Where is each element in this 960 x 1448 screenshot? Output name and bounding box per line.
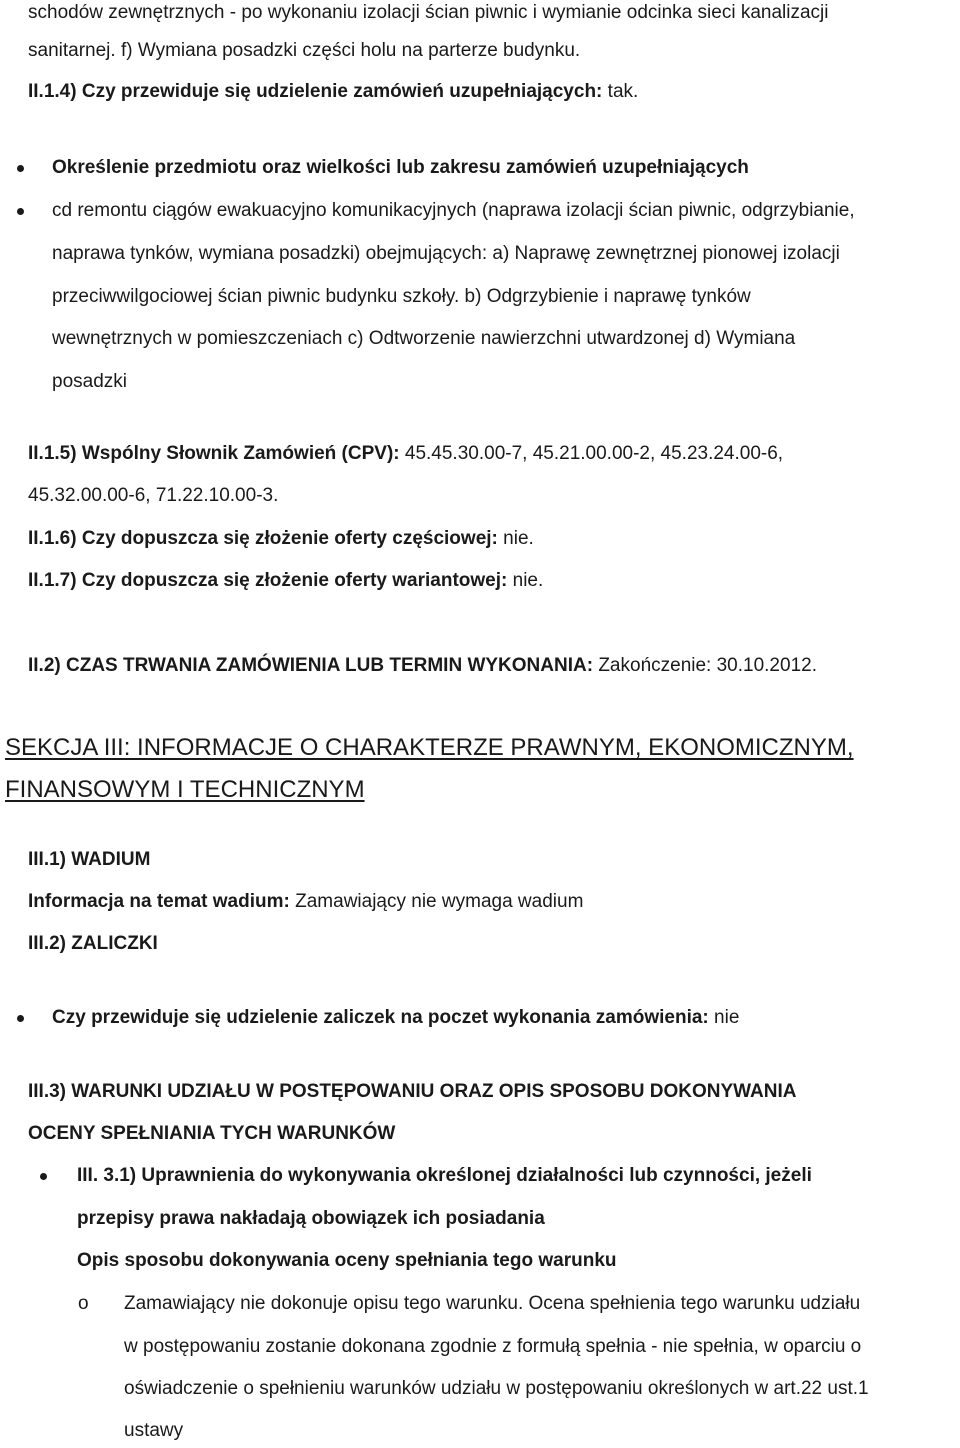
q-ii-1-4-label: II.1.4) Czy przewiduje się udzielenie zamówień uzupełniających:: [28, 81, 603, 102]
opis-heading: Opis sposobu dokonywania oceny spełniania tego warunku: [77, 1250, 617, 1271]
warunki-heading-line-1: III.3) WARUNKI UDZIAŁU W POSTĘPOWANIU ORAZ OPIS SPOSOBU DOKONYWANIA: [28, 1081, 797, 1102]
zaliczki-question-value: nie: [708, 1007, 740, 1028]
bullet-dot: [17, 1015, 24, 1022]
cpv-line-2: 45.32.00.00-6, 71.22.10.00-3.: [28, 485, 279, 506]
q-ii-1-4-value: tak.: [602, 81, 639, 102]
intro-line-1: schodów zewnętrznych - po wykonaniu izolacji ścian piwnic i wymianie odcinka sieci kanalizacji: [28, 2, 829, 23]
bullet-dot: [40, 1173, 47, 1180]
opis-marker: o: [78, 1293, 89, 1314]
bullet-dot: [17, 165, 24, 172]
q-ii-2-value: Zakończenie: 30.10.2012.: [593, 655, 817, 676]
section-title-line-1: SEKCJA III: INFORMACJE O CHARAKTERZE PRAWNYM, EKONOMICZNYM,: [5, 734, 854, 761]
supplementary-line: wewnętrznych w pomieszczeniach c) Odtworzenie nawierzchni utwardzonej d) Wymiana: [52, 328, 796, 349]
q-ii-1-6-value: nie.: [497, 528, 534, 549]
q-ii-1-4: [28, 80, 638, 104]
warunki-item-line-1: III. 3.1) Uprawnienia do wykonywania określonej działalności lub czynności, jeżeli: [77, 1165, 812, 1186]
opis-line: oświadczenie o spełnieniu warunków udziału w postępowaniu określonych w art.22 ust.1: [124, 1378, 869, 1399]
bullet-dot: [17, 208, 24, 215]
cpv-line-1: [28, 442, 783, 466]
section-title-line-2: FINANSOWYM I TECHNICZNYM: [5, 776, 365, 803]
q-ii-2-label: II.2) CZAS TRWANIA ZAMÓWIENIA LUB TERMIN WYKONANIA:: [28, 655, 594, 676]
supplementary-heading: Określenie przedmiotu oraz wielkości lub zakresu zamówień uzupełniających: [52, 157, 749, 178]
warunki-item-line-2: przepisy prawa nakładają obowiązek ich posiadania: [77, 1208, 545, 1229]
opis-line: ustawy: [124, 1420, 184, 1441]
wadium-info-value: Zamawiający nie wymaga wadium: [289, 891, 584, 912]
wadium-heading: III.1) WADIUM: [28, 849, 151, 870]
opis-line: Zamawiający nie dokonuje opisu tego warunku. Ocena spełnienia tego warunku udziału: [124, 1293, 861, 1314]
supplementary-line: naprawa tynków, wymiana posadzki) obejmujących: a) Naprawę zewnętrznej pionowej izolacji: [52, 243, 840, 264]
opis-line: w postępowaniu zostanie dokonana zgodnie z formułą spełnia - nie spełnia, w oparciu o: [124, 1336, 862, 1357]
intro-line-2: sanitarnej. f) Wymiana posadzki części holu na parterze budynku.: [28, 40, 581, 61]
wadium-info: [28, 890, 583, 914]
zaliczki-question: [52, 1006, 739, 1030]
q-ii-1-7-value: nie.: [507, 570, 544, 591]
supplementary-line: cd remontu ciągów ewakuacyjno komunikacyjnych (naprawa izolacji ścian piwnic, odgrzybianie,: [52, 200, 855, 221]
q-ii-1-7: [28, 569, 543, 593]
q-ii-1-6: [28, 527, 534, 551]
q-ii-2: [28, 654, 817, 678]
warunki-heading-line-2: OCENY SPEŁNIANIA TYCH WARUNKÓW: [28, 1123, 396, 1144]
cpv-value: 45.45.30.00-7, 45.21.00.00-2, 45.23.24.00-6,: [399, 443, 784, 464]
supplementary-line: posadzki: [52, 371, 127, 392]
zaliczki-heading: III.2) ZALICZKI: [28, 933, 158, 954]
wadium-info-label: Informacja na temat wadium:: [28, 891, 290, 912]
q-ii-1-7-label: II.1.7) Czy dopuszcza się złożenie oferty wariantowej:: [28, 570, 508, 591]
zaliczki-question-label: Czy przewiduje się udzielenie zaliczek na poczet wykonania zamówienia:: [52, 1007, 709, 1028]
supplementary-line: przeciwwilgociowej ścian piwnic budynku szkoły. b) Odgrzybienie i naprawę tynków: [52, 286, 751, 307]
cpv-label: II.1.5) Wspólny Słownik Zamówień (CPV):: [28, 443, 400, 464]
q-ii-1-6-label: II.1.6) Czy dopuszcza się złożenie oferty częściowej:: [28, 528, 498, 549]
